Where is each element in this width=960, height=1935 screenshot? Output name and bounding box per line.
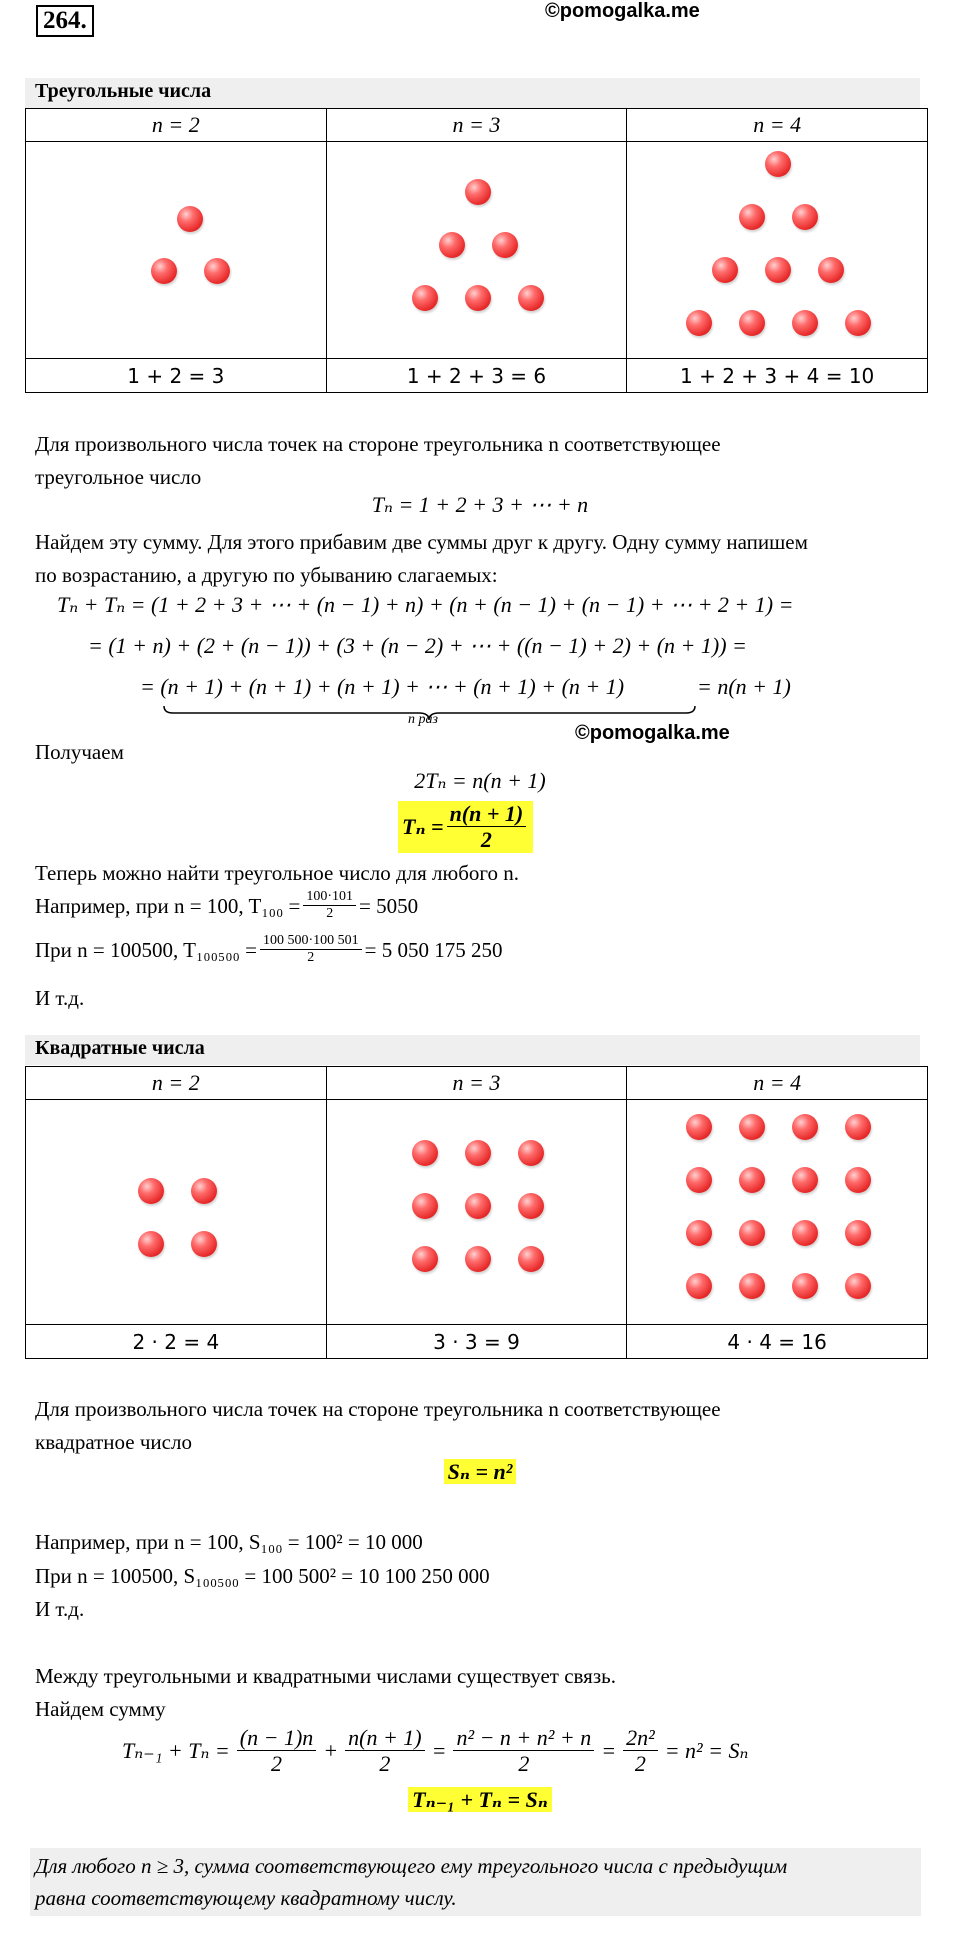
dot [792, 1167, 818, 1193]
dot [739, 1220, 765, 1246]
tri-paragraph-1-line-2: треугольное число [35, 465, 202, 489]
dot [465, 1140, 491, 1166]
dot [845, 1114, 871, 1140]
dot [439, 232, 465, 258]
sq-pic-1 [26, 1100, 327, 1325]
conclusion-line-2: равна соответствующему квадратному числу. [35, 1886, 457, 1910]
tri-footer-1: 1 + 2 = 3 [26, 359, 327, 393]
sq-paragraph-line-2: квадратное число [35, 1430, 192, 1454]
dot [845, 1167, 871, 1193]
square-table [25, 1066, 928, 1359]
dot [138, 1178, 164, 1204]
example-2: При n = 100500, T₁₀₀₅₀₀ = $\frac{100 500\cdot 100 501}{2}$ = 5 050 175 250 [35, 933, 503, 966]
dot [191, 1178, 217, 1204]
watermark-middle: ©pomogalka.me [575, 722, 730, 744]
relation-result: Tₙ₋₁ + Tₙ = Sₙ [0, 1787, 960, 1813]
sq-footer-3: 4 · 4 = 16 [627, 1325, 928, 1359]
dot [465, 179, 491, 205]
dot [412, 1140, 438, 1166]
dot [465, 1193, 491, 1219]
dot [739, 310, 765, 336]
watermark-top: ©pomogalka.me [545, 0, 700, 22]
equation-line-2: = (1 + n) + (2 + (n − 1)) + (3 + (n − 2) + ⋯ + ((n − 1) + 2) + (n + 1)) = [88, 633, 747, 658]
dot [792, 204, 818, 230]
dot [177, 206, 203, 232]
dot [518, 285, 544, 311]
dot [686, 1220, 712, 1246]
got-label: Получаем [35, 740, 124, 764]
dot [739, 1273, 765, 1299]
tri-footer-3: 1 + 2 + 3 + 4 = 10 [627, 359, 928, 393]
dot [151, 258, 177, 284]
conclusion [35, 1850, 787, 1914]
dot [792, 310, 818, 336]
dot [492, 232, 518, 258]
n-times-label: n раз [408, 712, 438, 727]
tri-header-2: n = 3 [326, 109, 627, 142]
dot [845, 310, 871, 336]
etc-1: И т.д. [35, 986, 85, 1010]
section-title-square: Квадратные числа [35, 1037, 205, 1059]
dot [739, 1167, 765, 1193]
relation-equation: Tₙ₋₁ + Tₙ = $\frac{(n - 1)n}{2}$ + $\frac{n(n + 1)}{2}$ = $\frac{\text{n² − n + n² + n}}{2}$ = $\frac{\text{2n²}}{2}$ = n² = Sₙ [122, 1725, 749, 1777]
relation-line-2: Найдем сумму [35, 1697, 166, 1721]
tri-pic-3 [627, 142, 928, 359]
sq-header-2: n = 3 [326, 1067, 627, 1100]
sq-header-3: n = 4 [627, 1067, 928, 1100]
formula-tn-sum: Tₙ = 1 + 2 + 3 + ⋯ + n [371, 492, 589, 517]
dot [686, 310, 712, 336]
tri-footer-2: 1 + 2 + 3 = 6 [326, 359, 627, 393]
dot [686, 1167, 712, 1193]
tri-paragraph-2-line-2: по возрастанию, а другую по убыванию слагаемых: [35, 563, 498, 587]
dot [138, 1231, 164, 1257]
problem-number: 264. [36, 5, 94, 37]
dot [792, 1220, 818, 1246]
dot [518, 1246, 544, 1272]
conclusion-line-1: Для любого n ≥ 3, сумма соответствующего ему треугольного числа с предыдущим [35, 1854, 788, 1878]
tri-paragraph-1-line-1: Для произвольного числа точек на стороне треугольника n соответствующее [35, 432, 721, 456]
tri-pic-1 [26, 142, 327, 359]
result-tn-formula: Tₙ = $\frac{n(n + 1)}{2}$ [398, 801, 533, 853]
dot [686, 1114, 712, 1140]
sq-paragraph-line-1: Для произвольного числа точек на стороне треугольника n соответствующее [35, 1397, 721, 1421]
etc-2: И т.д. [35, 1597, 85, 1621]
dot [686, 1273, 712, 1299]
dot [792, 1273, 818, 1299]
tri-pic-2 [326, 142, 627, 359]
tri-header-1: n = 2 [26, 109, 327, 142]
dot [518, 1140, 544, 1166]
dot [191, 1231, 217, 1257]
dot [765, 151, 791, 177]
dot [518, 1193, 544, 1219]
dot [412, 1193, 438, 1219]
sn-formula: Sₙ = n² [0, 1459, 960, 1485]
now-line: Теперь можно найти треугольное число для любого n. [35, 861, 519, 885]
sq-example-2: При n = 100500, S₁₀₀₅₀₀ = 100 500² = 10 100 250 000 [35, 1564, 490, 1588]
section-title-triangular: Треугольные числа [35, 80, 212, 102]
dot [465, 1246, 491, 1272]
equation-line-3-result: = n(n + 1) [697, 674, 791, 699]
dot [465, 285, 491, 311]
dot [412, 1246, 438, 1272]
sq-footer-2: 3 · 3 = 9 [326, 1325, 627, 1359]
dot [845, 1273, 871, 1299]
dot [739, 1114, 765, 1140]
example-1: Например, при n = 100, T₁₀₀ = $\frac{100\cdot 101}{2}$ = 5050 [35, 889, 419, 922]
dot [412, 285, 438, 311]
equation-line-3: = (n + 1) + (n + 1) + (n + 1) + ⋯ + (n + 1) + (n + 1) [140, 674, 625, 699]
dot [818, 257, 844, 283]
dot [204, 258, 230, 284]
tri-header-3: n = 4 [627, 109, 928, 142]
formula-2tn: 2Tₙ = n(n + 1) [414, 768, 546, 793]
dot [845, 1220, 871, 1246]
sq-footer-1: 2 · 2 = 4 [26, 1325, 327, 1359]
sq-pic-2 [326, 1100, 627, 1325]
tri-paragraph-2-line-1: Найдем эту сумму. Для этого прибавим две суммы друг к другу. Одну сумму напишем [35, 530, 808, 554]
equation-line-1: Tₙ + Tₙ = (1 + 2 + 3 + ⋯ + (n − 1) + n) + (n + (n − 1) + (n − 1) + ⋯ + 2 + 1) = [57, 592, 794, 617]
dot [792, 1114, 818, 1140]
dot [712, 257, 738, 283]
sq-header-1: n = 2 [26, 1067, 327, 1100]
relation-line-1: Между треугольными и квадратными числами существует связь. [35, 1664, 616, 1688]
dot [739, 204, 765, 230]
sq-example-1: Например, при n = 100, S₁₀₀ = 100² = 10 000 [35, 1530, 423, 1554]
dot [765, 257, 791, 283]
triangular-table [25, 108, 928, 393]
sq-pic-3 [627, 1100, 928, 1325]
